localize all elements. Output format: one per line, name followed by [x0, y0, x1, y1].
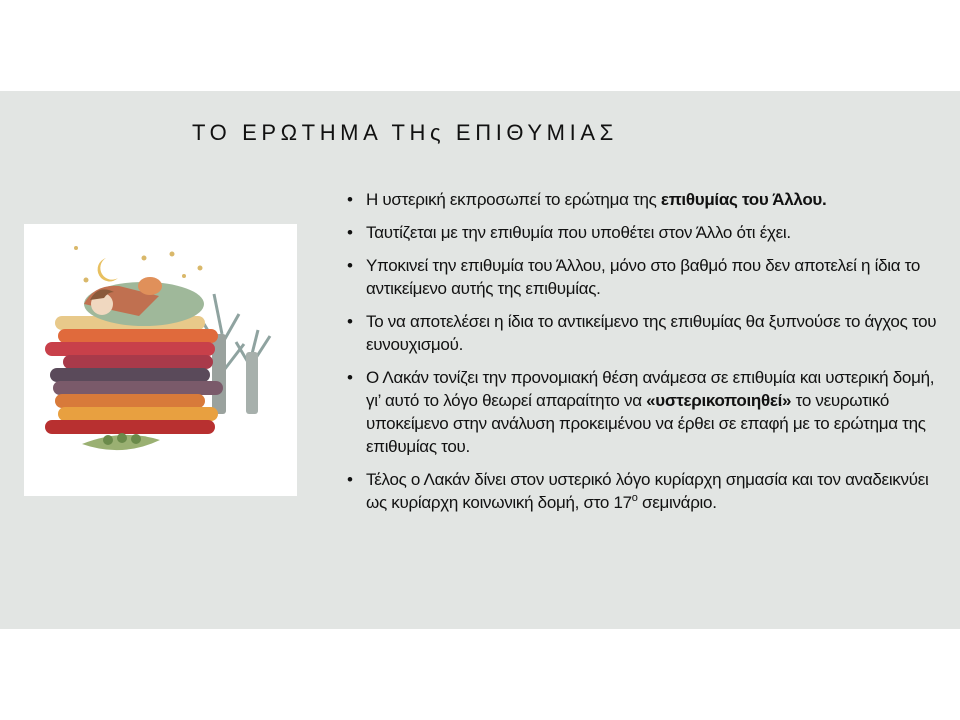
- stars-icon: [74, 246, 203, 283]
- princess-and-pea-illustration: [24, 224, 297, 496]
- mattress-layer: [55, 394, 205, 408]
- bullet-item: • Το να αποτελέσει η ίδια το αντικείμενο της επιθυμίας θα ξυπνούσε το άγχος του ευνουχισμού.: [344, 310, 944, 356]
- cat-icon: [138, 277, 162, 295]
- bullet-list: [344, 188, 944, 524]
- mattress-layer: [45, 420, 215, 434]
- slide-title: ΤΟ ΕΡΩΤΗΜΑ ΤΗς ΕΠΙΘΥΜΙΑΣ: [192, 120, 618, 145]
- bullet-item: • Υποκινεί την επιθυμία του Άλλου, μόνο στο βαθμό που δεν αποτελεί η ίδια το αντικείμενο αυτής της επιθυμίας.: [344, 254, 944, 300]
- bullet-item: • Τέλος ο Λακάν δίνει στον υστερικό λόγο κυρίαρχη σημασία και τον αναδεικνύει ως κυρίαρχη κοινωνική δομή, στο $17^o$ σεμινάριο.: [344, 468, 944, 514]
- mattress-layer: [45, 342, 215, 356]
- bullet-item: • Η υστερική εκπροσωπεί το ερώτημα της επιθυμίας του Άλλου.: [344, 188, 944, 211]
- mattress-stack-icon: [24, 224, 297, 496]
- mattress-layer: [58, 329, 218, 343]
- moon-icon: [98, 258, 118, 281]
- mattress-layer: [58, 407, 218, 421]
- mattress-layer: [53, 381, 223, 395]
- mattress-layer: [63, 355, 213, 369]
- mattress-layer: [50, 368, 210, 382]
- bullet-item: • Ταυτίζεται με την επιθυμία που υποθέτει στον Άλλο ότι έχει.: [344, 221, 944, 244]
- bullet-item: • Ο Λακάν τονίζει την προνομιακή θέση ανάμεσα σε επιθυμία και υστερική δομή, γι’ αυτό το λόγο θεωρεί απαραίτητο να «υστερικοποιηθεί» το νευρωτικό υποκείμενο στην ανάλυση προκειμένου να έρθει σε επαφή με το ερώτημα της επιθυμίας του.: [344, 366, 944, 458]
